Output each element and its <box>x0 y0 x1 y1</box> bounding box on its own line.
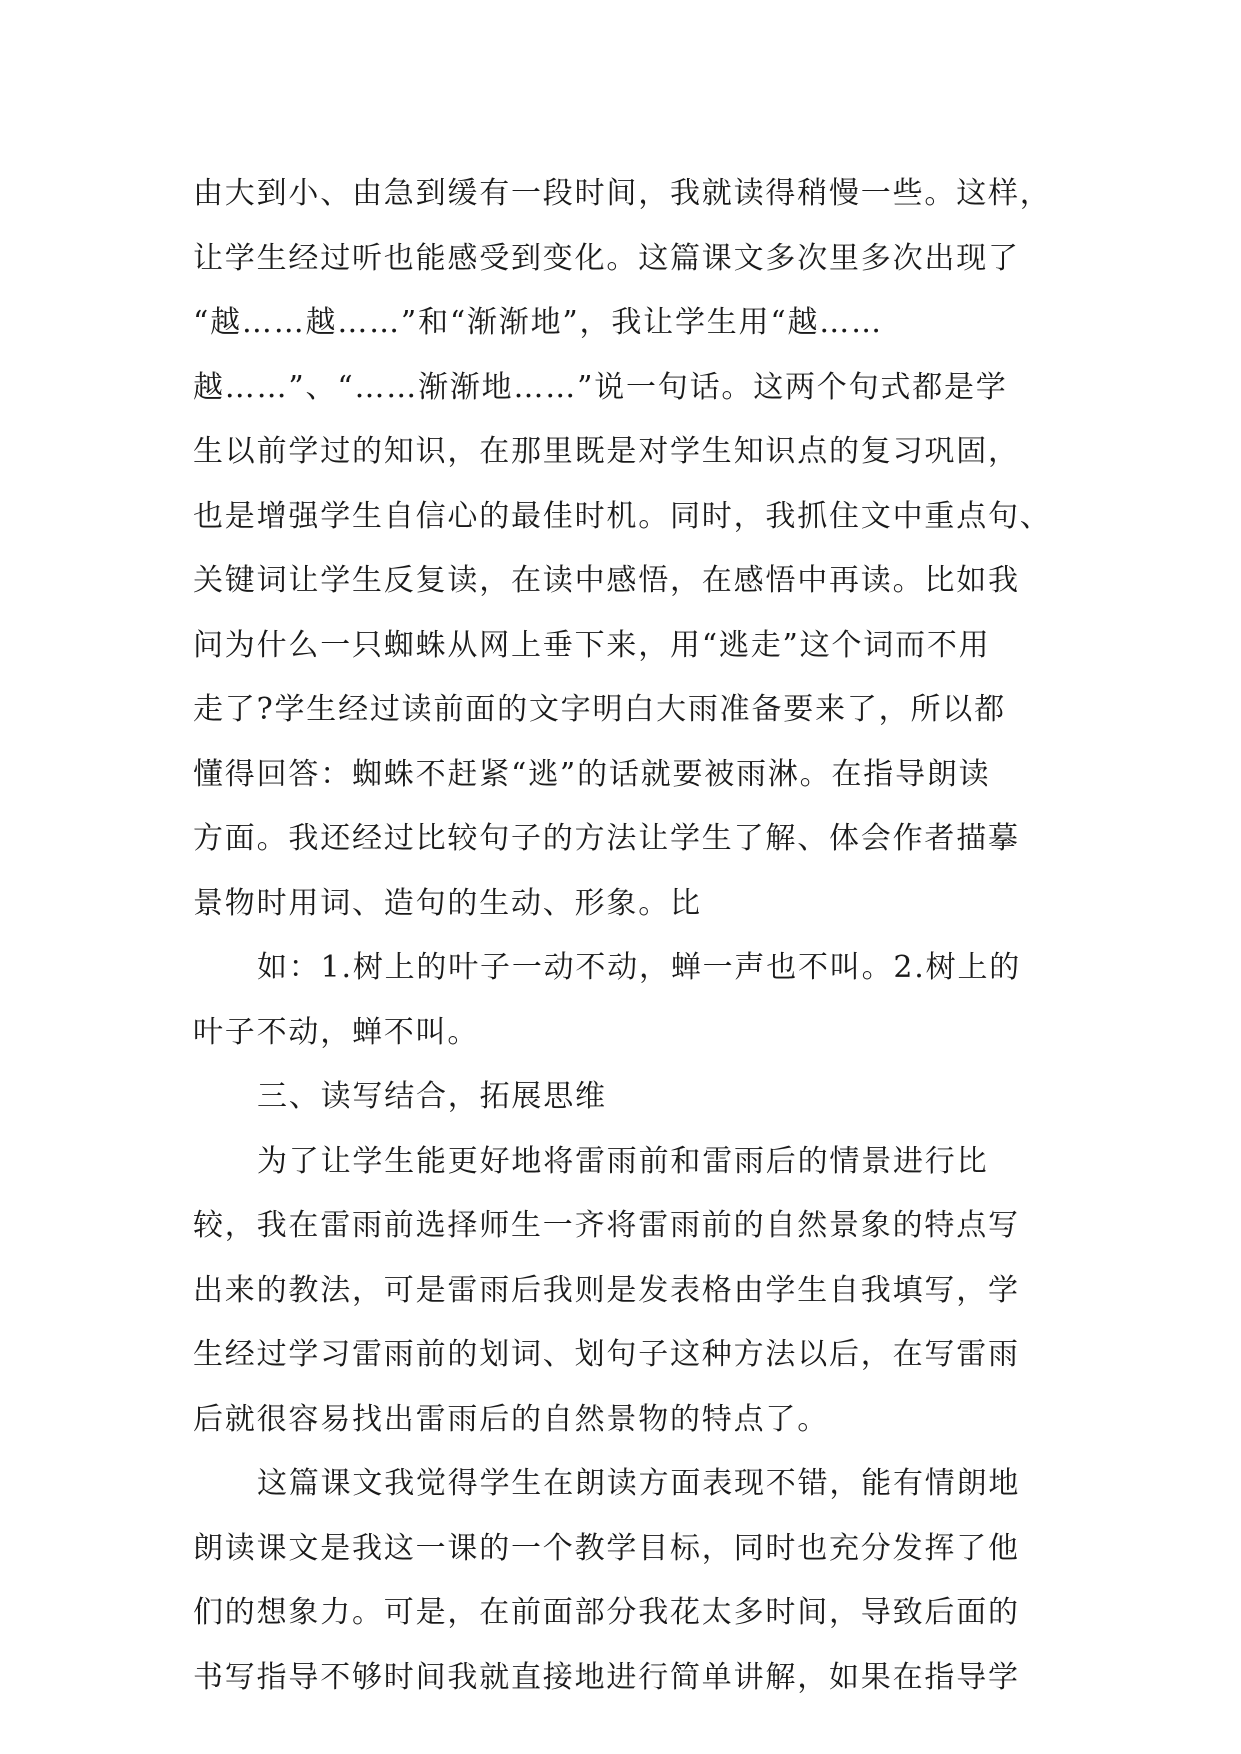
text-line: 叶子不动，蝉不叫。 <box>193 1014 480 1050</box>
text-line: 问为什么一只蜘蛛从网上垂下来，用“逃走”这个词而不用 <box>193 627 991 663</box>
text-line: 书写指导不够时间我就直接地进行简单讲解，如果在指导学 <box>193 1659 1020 1695</box>
text-line: 走了?学生经过读前面的文字明白大雨准备要来了，所以都 <box>193 692 1006 727</box>
section-heading: 三、读写结合，拓展思维 <box>257 1079 607 1114</box>
text-line: 们的想象力。可是，在前面部分我花太多时间，导致后面的 <box>193 1595 1020 1630</box>
text-line: 方面。我还经过比较句子的方法让学生了解、体会作者描摹 <box>193 821 1020 856</box>
document-body <box>193 162 1052 1710</box>
text-line: 让学生经过听也能感受到变化。这篇课文多次里多次出现了 <box>193 240 1020 276</box>
text-line: 如：1.树上的叶子一动不动，蝉一声也不叫。2.树上的 <box>257 950 1022 985</box>
text-line: 较，我在雷雨前选择师生一齐将雷雨前的自然景象的特点写 <box>193 1208 1020 1243</box>
text-line: 关键词让学生反复读，在读中感悟，在感悟中再读。比如我 <box>193 563 1020 598</box>
text-line: 越……”、“……渐渐地……”说一句话。这两个句式都是学 <box>193 369 1008 405</box>
text-line: “越……越……”和“渐渐地”，我让学生用“越…… <box>193 305 883 340</box>
text-line: 懂得回答：蜘蛛不赶紧“逃”的话就要被雨淋。在指导朗读 <box>193 756 991 792</box>
text-line: 由大到小、由急到缓有一段时间，我就读得稍慢一些。这样， <box>193 176 1052 211</box>
text-line: 朗读课文是我这一课的一个教学目标，同时也充分发挥了他 <box>193 1530 1020 1566</box>
text-line: 生以前学过的知识，在那里既是对学生知识点的复习巩固， <box>193 434 1020 469</box>
text-line: 这篇课文我觉得学生在朗读方面表现不错，能有情朗地 <box>257 1466 1021 1501</box>
text-line: 后就很容易找出雷雨后的自然景物的特点了。 <box>193 1401 829 1437</box>
text-line: 生经过学习雷雨前的划词、划句子这种方法以后，在写雷雨 <box>193 1337 1020 1372</box>
text-line: 也是增强学生自信心的最佳时机。同时，我抓住文中重点句、 <box>193 498 1052 534</box>
text-line: 出来的教法，可是雷雨后我则是发表格由学生自我填写，学 <box>193 1272 1020 1308</box>
text-line: 景物时用词、造句的生动、形象。比 <box>193 885 702 921</box>
text-line: 为了让学生能更好地将雷雨前和雷雨后的情景进行比 <box>257 1143 989 1179</box>
